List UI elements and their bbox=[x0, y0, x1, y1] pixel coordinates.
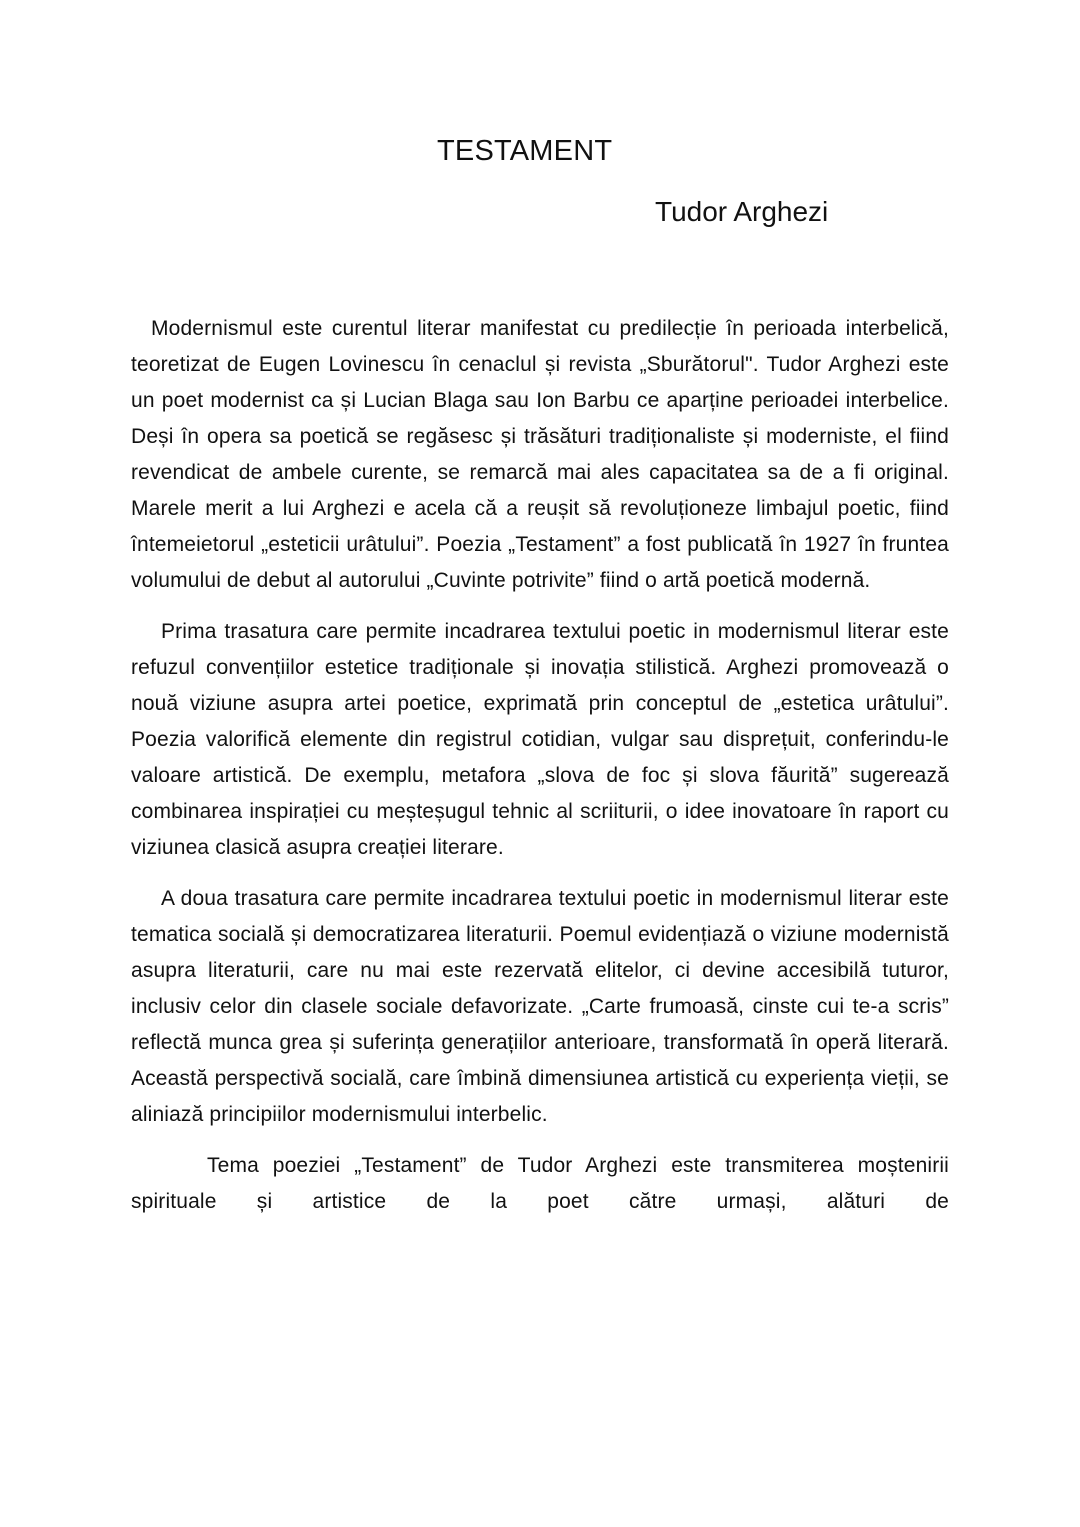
document-body bbox=[131, 311, 949, 1235]
paragraph-second-trait: A doua trasatura care permite incadrarea textului poetic in modernismul literar este tematica socială și democratizarea literaturii. Poemul evidențiază o viziune modernistă asupra literaturii, care nu mai este rezervată elitelor, ci devine accesibilă tuturor, inclusiv celor din clasele sociale defavorizate. „Carte frumoasă, cinste cui te-a scris” reflectă munca grea și suferința generațiilor anterioare, transformată în operă literară. Această perspectivă socială, care îmbină dimensiunea artistică cu experiența vieții, se aliniază principiilor modernismului interbelic. bbox=[131, 887, 949, 1126]
document-title: TESTAMENT bbox=[437, 135, 613, 167]
document-author: Tudor Arghezi bbox=[655, 196, 829, 227]
paragraph-introduction: Modernismul este curentul literar manifestat cu predilecție în perioada interbelică, teoretizat de Eugen Lovinescu în cenaclul și revista „Sburătorul". Tudor Arghezi este un poet modernist ca și Lucian Blaga sau Ion Barbu ce aparține perioadei interbelice. Deși în opera sa poetică se regăsesc și trăsături tradiționaliste și moderniste, el fiind revendicat de ambele curente, se remarcă mai ales capacitatea sa de a fi original. Marele merit a lui Arghezi e acela că a reușit să revoluționeze limbajul poetic, fiind întemeietorul „esteticii urâtului”. Poezia „Testament” a fost publicată în 1927 în fruntea volumului de debut al autorului „Cuvinte potrivite” fiind o artă poetică modernă. bbox=[131, 317, 949, 592]
paragraph-first-trait: Prima trasatura care permite incadrarea textului poetic in modernismul literar este refuzul convențiilor estetice tradiționale și inovația stilistică. Arghezi promovează o nouă viziune asupra artei poetice, exprimată prin conceptul de „estetica urâtului”. Poezia valorifică elemente din registrul cotidian, vulgar sau disprețuit, conferindu-le valoare artistică. De exemplu, metafora „slova de foc și slova făurită” sugerează combinarea inspirației cu meșteșugul tehnic al scriiturii, o idee inovatoare în raport cu viziunea clasică asupra creației literare. bbox=[131, 620, 949, 859]
paragraph-theme: Tema poeziei „Testament” de Tudor Arghezi este transmiterea moștenirii spirituale și artistice de la poet către urmași, alături de bbox=[131, 1154, 949, 1213]
